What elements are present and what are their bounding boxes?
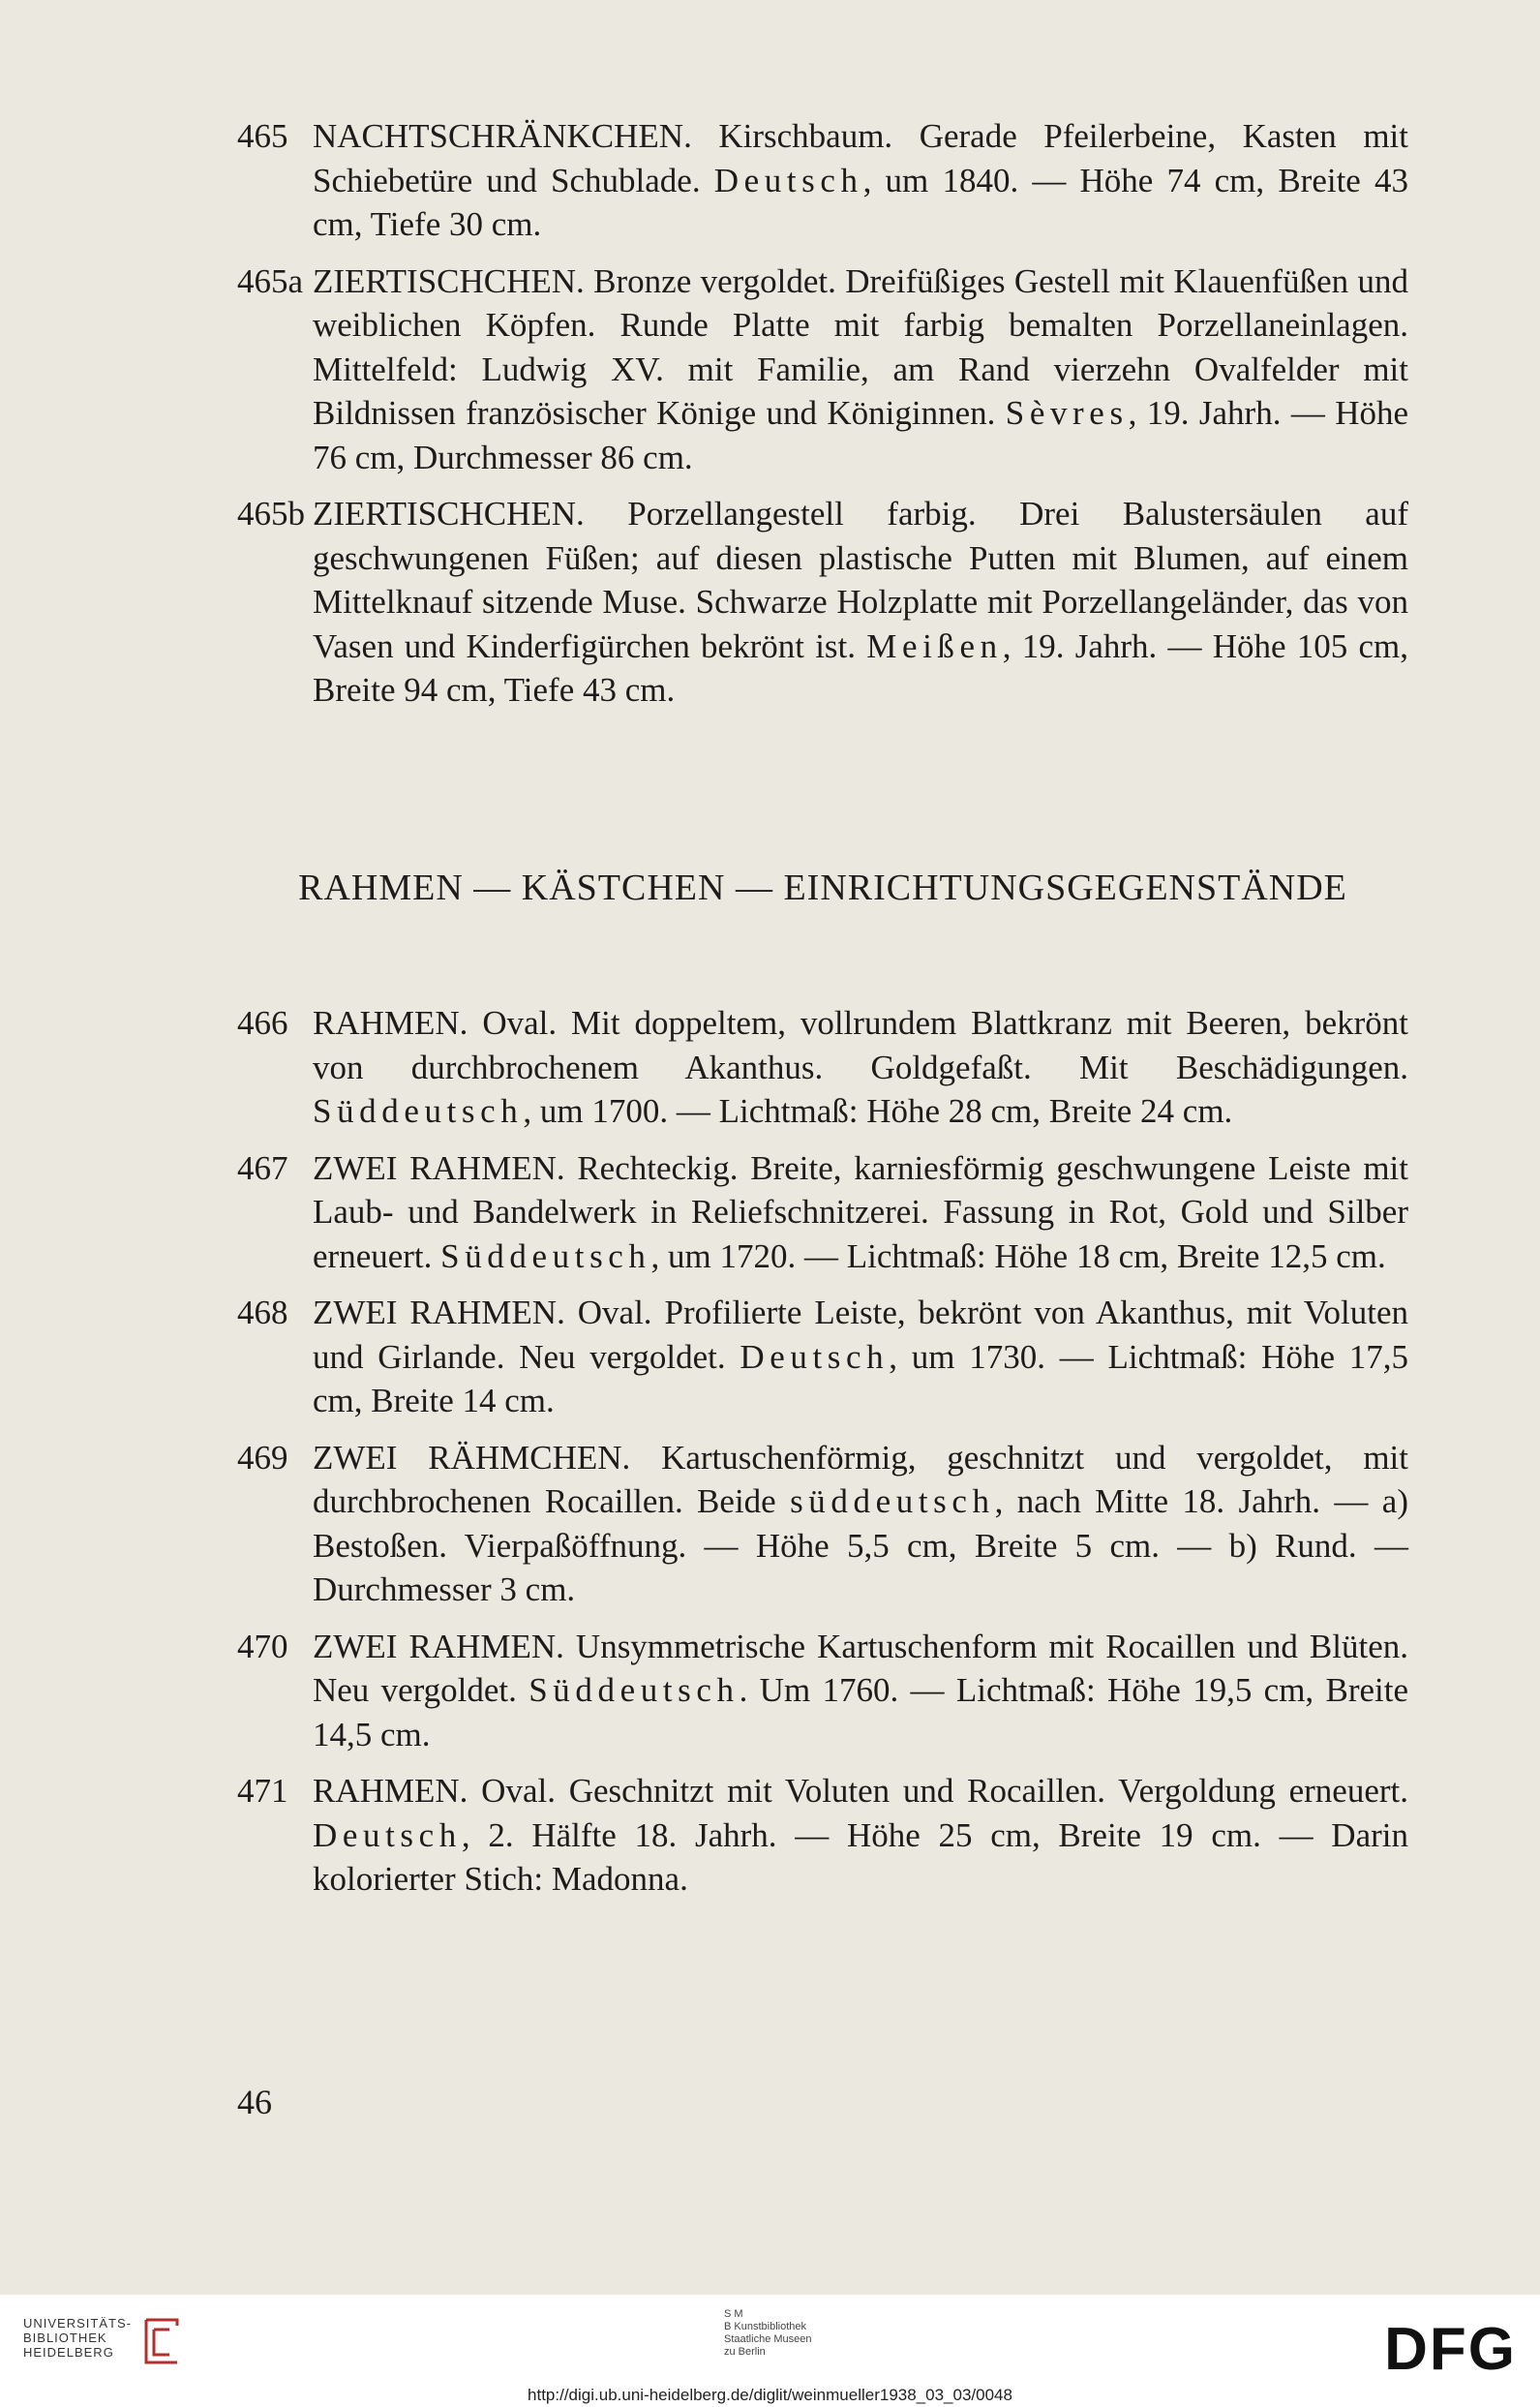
entry-text: , um 1700. — Lichtmaß: Höhe 28 cm, Breite 24 cm. (523, 1092, 1233, 1130)
entries-top (237, 114, 1408, 725)
entry-text: , 2. Hälfte 18. Jahrh. — Höhe 25 cm, Breite 19 cm. — Darin kolorierter Stich: Madonna. (313, 1815, 1408, 1898)
entry-text: , 19. Jahrh. — Höhe 105 cm, Breite 94 cm, Tiefe 43 cm. (313, 626, 1408, 709)
entry-number: 468 (237, 1294, 288, 1331)
stamp-line: B Kunstbibliothek (724, 2321, 806, 2332)
ub-mark-icon (140, 2316, 183, 2366)
catalog-entry (237, 1001, 1408, 1134)
entry-origin: Deutsch (313, 1815, 462, 1854)
catalog-entry (237, 259, 1408, 480)
catalog-entry (237, 1769, 1408, 1902)
catalog-entry (237, 1436, 1408, 1612)
ub-heidelberg-logo[interactable] (23, 2316, 132, 2360)
stamp-line: Staatliche Museen (724, 2333, 812, 2345)
entry-origin: Meißen (866, 626, 1003, 665)
entry-origin: süddeutsch (790, 1482, 995, 1520)
entry-number: 471 (237, 1772, 288, 1810)
entry-origin: Süddeutsch (440, 1236, 651, 1275)
entry-number: 465 (237, 117, 288, 155)
catalog-entry (237, 114, 1408, 247)
source-url-link[interactable]: http://digi.ub.uni-heidelberg.de/diglit/weinmueller1938_03_03/0048 (528, 2386, 1012, 2404)
entry-text: ZWEI RAHMEN. Rechteckig. Breite, karniesförmig geschwungene Leiste mit Laub- und Bandelwerk in Reliefschnitzerei. Fassung in Rot, Gold und Silber erneuert. (313, 1148, 1408, 1275)
entry-text: . Um 1760. — Lichtmaß: Höhe 19,5 cm, Breite 14,5 cm. (313, 1671, 1408, 1753)
ub-logo-line: BIBLIOTHEK (23, 2331, 107, 2345)
ub-logo-line: UNIVERSITÄTS- (23, 2316, 132, 2331)
stamp-line: zu Berlin (724, 2346, 766, 2358)
entry-number: 470 (237, 1627, 288, 1665)
ub-logo-line: HEIDELBERG (23, 2345, 114, 2360)
entry-origin: Deutsch (713, 161, 863, 199)
entry-text: , um 1840. — Höhe 74 cm, Breite 43 cm, Tiefe 30 cm. (313, 161, 1408, 243)
entry-text: , um 1720. — Lichtmaß: Höhe 18 cm, Breite 12,5 cm. (650, 1236, 1386, 1275)
footer-bar (0, 2295, 1540, 2407)
entry-text: ZIERTISCHCHEN. Porzellangestell farbig. Drei Balustersäulen auf geschwungenen Füßen; auf diesen plastische Putten mit Blumen, auf einem Mittelknauf sitzende Muse. Schwarze Holzplatte mit Porzellangeländer, das von Vasen und Kinderfigürchen bekrönt ist. (313, 495, 1408, 665)
entry-text: NACHTSCHRÄNKCHEN. Kirschbaum. Gerade Pfeilerbeine, Kasten mit Schiebetüre und Schublade. (313, 117, 1408, 199)
entry-text: , 19. Jahrh. — Höhe 76 cm, Durchmesser 86 cm. (313, 394, 1409, 476)
entry-text: ZIERTISCHCHEN. Bronze vergoldet. Dreifüßiges Gestell mit Klauenfüßen und weiblichen Köpfen. Runde Platte mit farbig bemalten Porzellaneinlagen. Mittelfeld: Ludwig XV. mit Familie, am Rand vierzehn Ovalfelder mit Bildnissen französischer Könige und Königinnen. (313, 261, 1408, 432)
section-title: RAHMEN — KÄSTCHEN — EINRICHTUNGSGEGENSTÄNDE (298, 868, 1347, 908)
catalog-entry (237, 1625, 1408, 1757)
dfg-logo[interactable]: DFG (1384, 2316, 1517, 2383)
entry-number: 467 (237, 1148, 288, 1187)
entry-text: , nach Mitte 18. Jahrh. — a) Bestoßen. Vierpaßöffnung. — Höhe 5,5 cm, Breite 5 cm. — b) Rund. — Durchmesser 3 cm. (313, 1482, 1408, 1608)
entry-text: ZWEI RAHMEN. Unsymmetrische Kartuschenform mit Rocaillen und Blüten. Neu vergoldet. (313, 1627, 1408, 1709)
entry-text: RAHMEN. Oval. Mit doppeltem, vollrundem Blattkranz mit Beeren, bekrönt von durchbrochenem Akanthus. Goldgefaßt. Mit Beschädigungen. (313, 1004, 1408, 1086)
catalog-entry (237, 1291, 1408, 1423)
entry-text: RAHMEN. Oval. Geschnitzt mit Voluten und Rocaillen. Vergoldung erneuert. (313, 1772, 1408, 1810)
entries-bottom (237, 1001, 1408, 1914)
stamp-line: S M (724, 2308, 743, 2320)
entry-origin: Süddeutsch (313, 1092, 524, 1130)
museum-stamp (724, 2308, 812, 2359)
entry-origin: Sèvres (1005, 394, 1129, 432)
entry-text: ZWEI RAHMEN. Oval. Profilierte Leiste, bekrönt von Akanthus, mit Voluten und Girlande. Neu vergoldet. (313, 1294, 1408, 1376)
entry-number: 466 (237, 1004, 288, 1042)
entry-number: 469 (237, 1438, 288, 1477)
entry-text: , um 1730. — Lichtmaß: Höhe 17,5 cm, Breite 14 cm. (313, 1337, 1408, 1419)
entry-text: ZWEI RÄHMCHEN. Kartuschenförmig, geschnitzt und vergoldet, mit durchbrochenen Rocaillen. Beide (313, 1438, 1408, 1520)
entry-number: 465b (237, 495, 305, 533)
catalog-entry (237, 1146, 1408, 1279)
page-number: 46 (237, 2083, 272, 2121)
entry-number: 465a (237, 261, 304, 300)
entry-origin: Deutsch (740, 1337, 890, 1376)
entry-origin: Süddeutsch (528, 1671, 740, 1709)
catalog-entry (237, 492, 1408, 713)
